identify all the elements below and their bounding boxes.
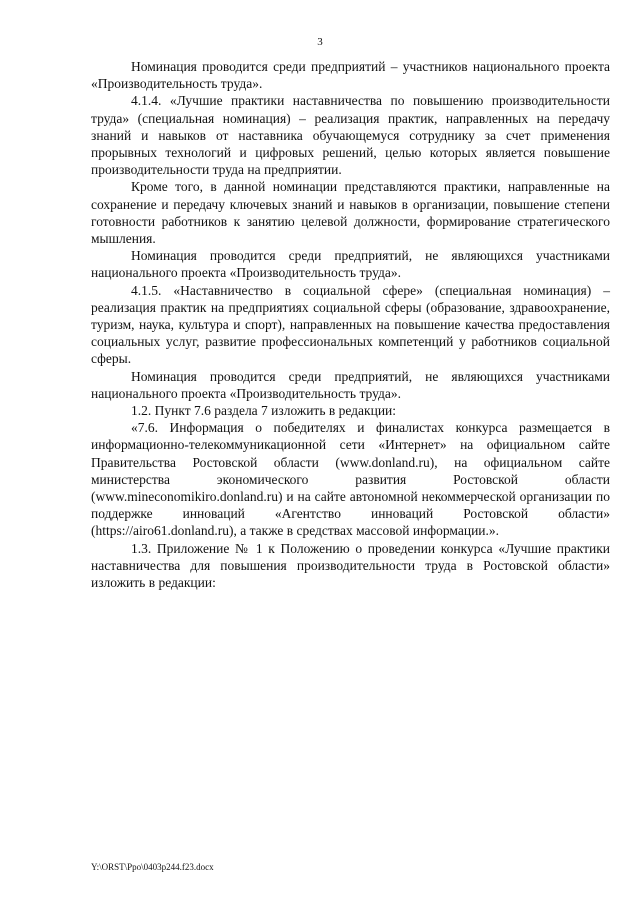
paragraph-nomination-non-participants: Номинация проводится среди предприятий, не являющихся участниками национального проекта «Производительность труда». <box>91 248 610 281</box>
paragraph-7-6: «7.6. Информация о победителях и финалистах конкурса размещается в информационно-телекоммуникационной сети «Интернет» на официальном сайте Правительства Ростовской области (www.donland.ru), на официальном сайте министерства экономического развития Ростовской области (www.mineconomikiro.donland.ru) и на сайте автономной некоммерческой организации по поддержке инноваций «Агентство инноваций Ростовской области» (https://airo61.donland.ru), а также в средствах массовой информации.». <box>91 420 610 539</box>
document-body <box>91 58 610 591</box>
paragraph-4-1-5: 4.1.5. «Наставничество в социальной сфере» (специальная номинация) – реализация практик на предприятиях социальной сферы (образование, здравоохранение, туризм, наука, культура и спорт), направленных на повышение качества предоставления социальных услуг, развитие профессиональных компетенций у работников социальной сферы. <box>91 282 610 367</box>
paragraph-1-3: 1.3. Приложение № 1 к Положению о проведении конкурса «Лучшие практики наставничества для повышения производительности труда в Ростовской области» изложить в редакции: <box>91 540 610 591</box>
footer-file-path: Y:\ORST\Ppo\0403p244.f23.docx <box>91 862 214 872</box>
paragraph-nomination-participants: Номинация проводится среди предприятий – участников национального проекта «Производительность труда». <box>91 59 610 92</box>
page-number: 3 <box>317 36 323 48</box>
paragraph-1-2: 1.2. Пункт 7.6 раздела 7 изложить в редакции: <box>131 403 397 419</box>
paragraph-nomination-non-participants-2: Номинация проводится среди предприятий, не являющихся участниками национального проекта «Производительность труда». <box>91 368 610 401</box>
paragraph-additional-practices: Кроме того, в данной номинации представляются практики, направленные на сохранение и передачу ключевых знаний и навыков в организации, повышение степени готовности работников к занятию целевой должности, формирование стратегического мышления. <box>91 179 610 247</box>
paragraph-4-1-4: 4.1.4. «Лучшие практики наставничества по повышению производительности труда» (специальная номинация) – реализация практик, направленных на передачу знаний и навыков от наставника обучающемуся сотруднику за счет применения прорывных технологий и цифровых решений, целью которых является повышение производительности труда на предприятии. <box>91 93 610 178</box>
